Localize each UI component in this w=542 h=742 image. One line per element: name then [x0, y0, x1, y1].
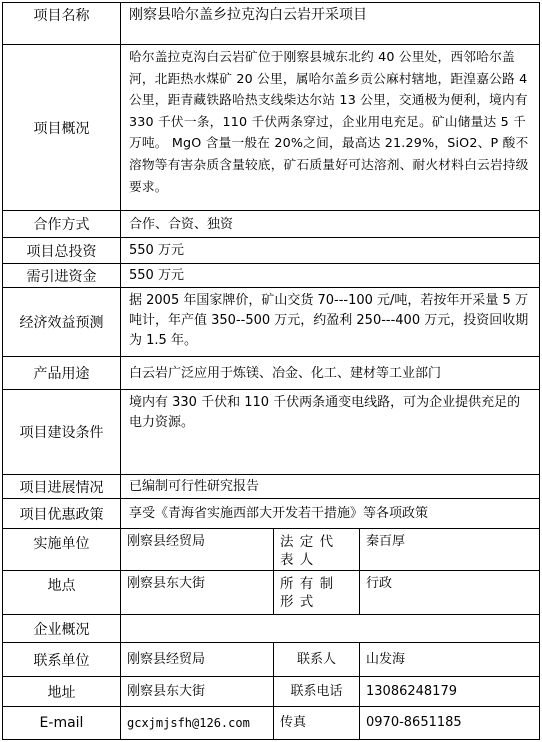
required-funds-value: 550 万元: [129, 268, 184, 283]
fax-label: 传真: [273, 707, 359, 739]
row-required-funds: [2, 263, 540, 287]
contact-person-value: 山发海: [359, 643, 539, 676]
location-value: 刚察县东大街: [127, 576, 206, 591]
required-funds-label: 需引进资金: [3, 264, 121, 287]
ownership-label: 所 有 制 形 式: [273, 571, 359, 614]
enterprise-profile-value: [121, 615, 539, 642]
contact-unit-label: 联系单位: [3, 643, 121, 676]
implementing-unit-label: 实施单位: [3, 529, 121, 570]
project-name-label: 项目名称: [3, 3, 121, 44]
row-overview: [2, 44, 540, 210]
row-email: [2, 706, 540, 740]
address-value: 刚察县东大街: [127, 683, 206, 699]
product-use-value: 白云岩广泛应用于炼镁、冶金、化工、建材等工业部门: [129, 365, 442, 381]
email-label: E-mail: [3, 707, 121, 739]
location-label: 地点: [3, 571, 121, 614]
project-info-table: [2, 2, 540, 740]
implementing-unit-value: 刚察县经贸局: [127, 534, 206, 549]
row-location: [2, 570, 540, 614]
row-project-name: [2, 2, 540, 44]
overview-value: 哈尔盖拉克沟白云岩矿位于刚察县城东北约 40 公里处，西邻哈尔盖河，北距热水煤矿 20 公里，属哈尔盖乡贡公麻村辖地，距湟嘉公路 4 公里，距青藏铁路哈热支线柴达尔站 13 公里，交通极为便利，境内有 330 千伏一条，110 千伏两条穿过，企业用电充足。矿山储量达 5 千万吨。 MgO 含量一般在 20%之间，最高达 21.29%，SiO2、P 酸不溶物等有害杂质含量较底，矿石质量好可达溶剂、耐火材料白云岩持级要求。: [129, 49, 529, 194]
row-total-investment: [2, 237, 540, 263]
legal-rep-label: 法 定 代 表 人: [273, 529, 359, 570]
construction-conditions-label: 项目建设条件: [3, 390, 121, 474]
address-label: 地址: [3, 677, 121, 706]
row-enterprise-profile: [2, 614, 540, 642]
contact-person-label: 联系人: [273, 643, 359, 676]
phone-value: 13086248179: [359, 677, 539, 706]
row-economic-benefit: [2, 287, 540, 356]
project-name-value: 刚察县哈尔盖乡拉克沟白云岩开采项目: [129, 7, 367, 23]
total-investment-value: 550 万元: [129, 243, 184, 258]
total-investment-label: 项目总投资: [3, 238, 121, 263]
economic-benefit-value: 据 2005 年国家牌价，矿山交货 70---100 元/吨，若按年开采量 5 万吨计，年产值 350--500 万元，约盈利 250---400 万元，投资回收期为 1.5 年。: [129, 293, 529, 348]
row-implementing-unit: [2, 528, 540, 570]
row-address: [2, 676, 540, 706]
enterprise-profile-label: 企业概况: [3, 615, 121, 642]
contact-unit-value: 刚察县经贸局: [127, 651, 206, 667]
progress-value: 已编制可行性研究报告: [129, 479, 260, 494]
phone-label: 联系电话: [273, 677, 359, 706]
row-contact-unit: [2, 642, 540, 676]
product-use-label: 产品用途: [3, 357, 121, 389]
overview-label: 项目概况: [3, 45, 121, 210]
preferential-policy-value: 享受《青海省实施西部大开发若干措施》等各项政策: [129, 506, 429, 521]
row-product-use: [2, 356, 540, 389]
legal-rep-value: 秦百厚: [359, 529, 539, 570]
row-progress: [2, 474, 540, 498]
ownership-value: 行政: [359, 571, 539, 614]
row-cooperation: [2, 210, 540, 237]
cooperation-value: 合作、合资、独资: [129, 216, 234, 232]
economic-benefit-label: 经济效益预测: [3, 288, 121, 356]
construction-conditions-value: 境内有 330 千伏和 110 千伏两条通变电线路，可为企业提供充足的电力资源。: [129, 395, 521, 430]
email-value: gcxjmjsfh@126.com: [127, 716, 250, 730]
row-preferential-policy: [2, 498, 540, 528]
progress-label: 项目进展情况: [3, 475, 121, 498]
row-construction-conditions: [2, 389, 540, 474]
cooperation-label: 合作方式: [3, 211, 121, 237]
preferential-policy-label: 项目优惠政策: [3, 499, 121, 528]
fax-value: 0970-8651185: [359, 707, 539, 739]
